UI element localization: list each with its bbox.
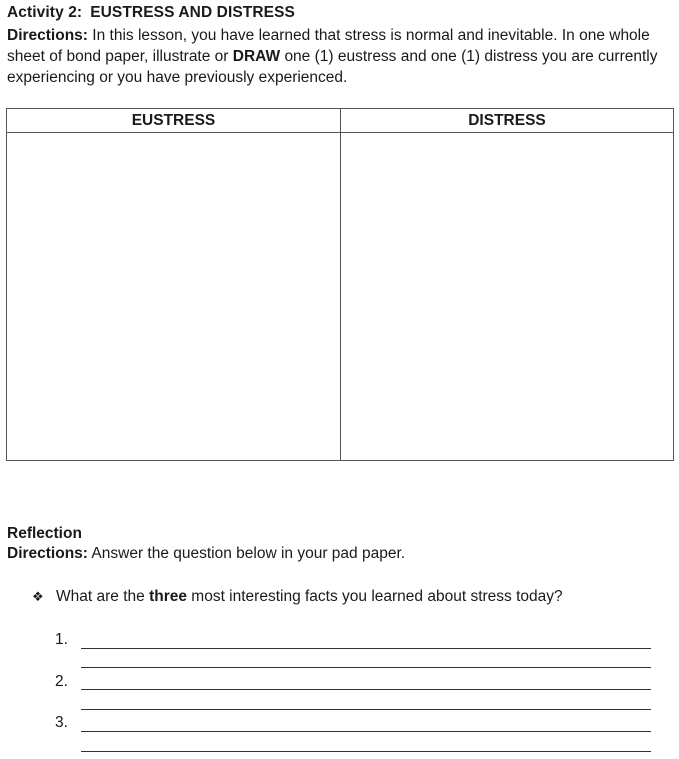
eustress-distress-table — [6, 108, 674, 461]
eustress-column-header: EUSTRESS — [7, 109, 341, 133]
answer-number-3: 3. — [55, 714, 68, 731]
activity-label: Activity 2: — [7, 4, 83, 21]
table-drawing-row — [7, 133, 674, 461]
activity-title — [7, 4, 295, 22]
directions-text-2: one (1) eustress and one (1) distress you are currently experiencing or you have previously experienced. — [7, 48, 658, 86]
distress-drawing-area — [341, 133, 674, 461]
activity-directions — [7, 25, 673, 88]
answer-line-2a[interactable] — [81, 689, 651, 690]
reflection-directions — [7, 545, 405, 563]
question-emphasis: three — [149, 588, 187, 605]
answer-line-1a[interactable] — [81, 648, 651, 649]
eustress-drawing-area — [7, 133, 341, 461]
answer-line-2b[interactable] — [81, 709, 651, 710]
question-text-1: What are the — [56, 588, 145, 605]
directions-label: Directions: — [7, 27, 88, 44]
distress-column-header: DISTRESS — [341, 109, 674, 133]
activity-heading: EUSTRESS AND DISTRESS — [90, 4, 295, 21]
answer-line-3a[interactable] — [81, 731, 651, 732]
answer-number-2: 2. — [55, 673, 68, 690]
diamond-bullet-icon: ❖ — [32, 589, 44, 604]
answer-line-3b[interactable] — [81, 751, 651, 752]
directions-emphasis: DRAW — [232, 48, 281, 65]
question-text-2: most interesting facts you learned about stress today? — [191, 588, 563, 605]
reflection-directions-label: Directions: — [7, 545, 88, 562]
answer-line-1b[interactable] — [81, 667, 651, 668]
reflection-directions-text: Answer the question below in your pad paper. — [91, 545, 406, 562]
reflection-question — [32, 588, 563, 606]
table-header-row — [7, 109, 674, 133]
answer-number-1: 1. — [55, 631, 68, 648]
reflection-title: Reflection — [7, 525, 82, 542]
directions-text-1: In this lesson, you have learned that stress is normal and inevitable. In one whole sheet of bond paper, illustrate or — [7, 27, 650, 65]
